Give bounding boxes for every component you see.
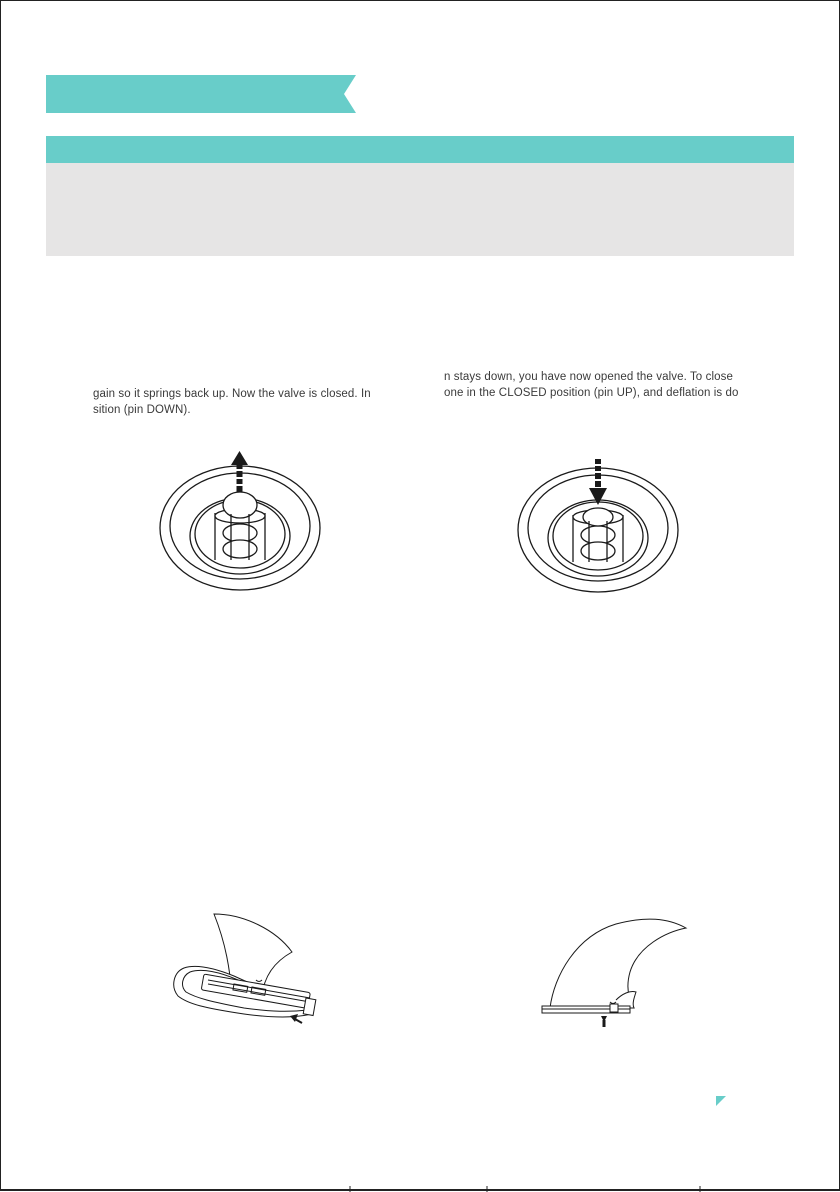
fin-locked-icon [536,916,696,1034]
right-text-line-1: n stays down, you have now opened the valve. To close [444,371,733,383]
fin-insert-icon [164,910,324,1030]
left-text-line-2: sition (pin DOWN). [93,404,191,416]
info-panel [46,163,794,256]
corner-marker-icon [716,1096,726,1106]
valve-pin-down-icon [516,455,681,595]
bottom-ticks [0,1186,840,1192]
header-bar [46,136,794,163]
section-banner [46,75,356,113]
right-text-line-2: one in the CLOSED position (pin UP), and deflation is do [444,387,739,399]
left-text-line-1: gain so it springs back up. Now the valve is closed. In [93,388,371,400]
valve-pin-up-icon [158,448,323,593]
